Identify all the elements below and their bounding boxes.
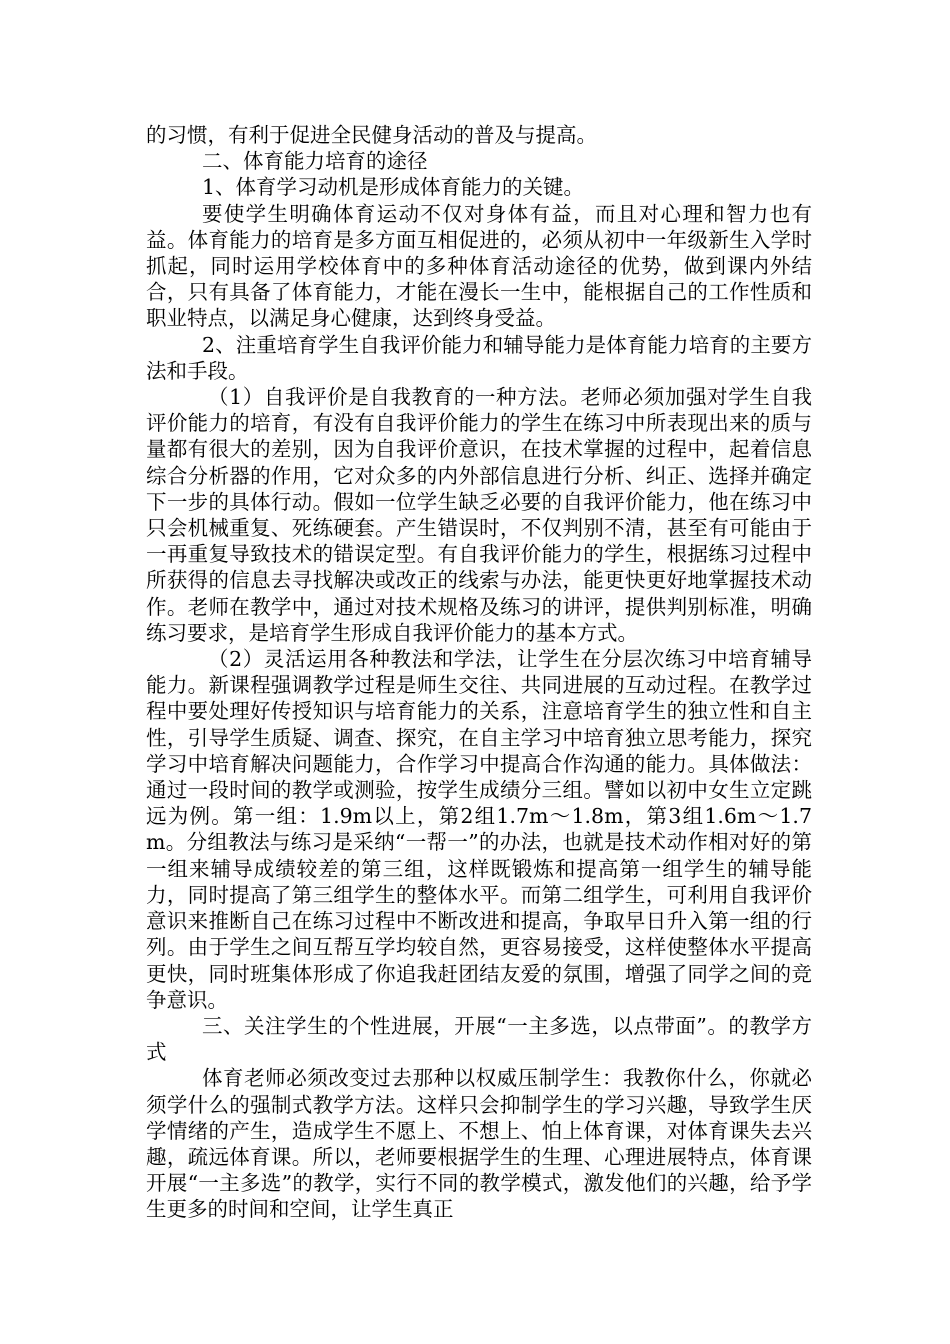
section-heading-2: 二、体育能力培育的途径 xyxy=(202,149,428,174)
paragraph-tutoring: （2）灵活运用各种教法和学法，让学生在分层次练习中培育辅导能力。新课程强调教学过程是师生交往、共同进展的互动过程。在教学过程中要处理好传授知识与培育能力的关系，注意培育学生的独立性和自主性，引导学生质疑、调查、探究，在自主学习中培育独立思考能力，探究学习中培育解决问题能力，合作学习中提高合作沟通的能力。具体做法：通过一段时间的教学或测验，按学生成绩分三组。譬如以初中女生立定跳远为例。第一组：1.9m以上，第2组1.7m～1.8m，第3组1.6m～1.7m。分组教法与练习是采纳“一帮一”的办法，也就是技术动作相对好的第一组来辅导成绩较差的第三组，这样既锻炼和提高第一组学生的辅导能力，同时提高了第三组学生的整体水平。而第二组学生，可利用自我评价意识来推断自己在练习过程中不断改进和提高，争取早日升入第一组的行列。由于学生之间互帮互学均较自然，更容易接受，这样使整体水平提高更快，同时班集体形成了你追我赶团结友爱的氛围，增强了同学之间的竞争意识。 xyxy=(146,647,812,1012)
paragraph-motivation: 要使学生明确体育运动不仅对身体有益，而且对心理和智力也有益。体育能力的培育是多方面互相促进的，必须从初中一年级新生入学时抓起，同时运用学校体育中的多种体育活动途径的优势，做到课内外结合，只有具备了体育能力，才能在漫长一生中，能根据自己的工作性质和职业特点，以满足身心健康，达到终身受益。 xyxy=(146,201,812,331)
paragraph-self-evaluation: （1）自我评价是自我教育的一种方法。老师必须加强对学生自我评价能力的培育，有没有自我评价能力的学生在练习中所表现出来的质与量都有很大的差别，因为自我评价意识，在技术掌握的过程中，起着信息综合分析器的作用，它对众多的内外部信息进行分析、纠正、选择并确定下一步的具体行动。假如一位学生缺乏必要的自我评价能力，他在练习中只会机械重复、死练硬套。产生错误时，不仅判别不清，甚至有可能由于一再重复导致技术的错误定型。有自我评价能力的学生，根据练习过程中所获得的信息去寻找解决或改正的线索与办法，能更快更好地掌握技术动作。老师在教学中，通过对技术规格及练习的讲评，提供判别标准，明确练习要求，是培育学生形成自我评价能力的基本方式。 xyxy=(146,385,812,645)
paragraph-teaching-method: 体育老师必须改变过去那种以权威压制学生：我教你什么，你就必须学什么的强制式教学方法。这样只会抑制学生的学习兴趣，导致学生厌学情绪的产生，造成学生不愿上、不想上、怕上体育课，对体育课失去兴趣，疏远体育课。所以，老师要根据学生的生理、心理进展特点，体育课开展“一主多选”的教学，实行不同的教学模式，激发他们的兴趣，给予学生更多的时间和空间，让学生真正 xyxy=(146,1066,812,1222)
document-body xyxy=(146,122,812,1223)
paragraph-continuation: 的习惯，有利于促进全民健身活动的普及与提高。 xyxy=(146,123,597,147)
subheading-evaluation: 2、注重培育学生自我评价能力和辅导能力是体育能力培育的主要方法和手段。 xyxy=(146,332,812,383)
section-heading-3: 三、关注学生的个性进展，开展“一主多选，以点带面”。的教学方式 xyxy=(146,1013,812,1065)
subheading-motivation: 1、体育学习动机是形成体育能力的关键。 xyxy=(202,175,585,200)
